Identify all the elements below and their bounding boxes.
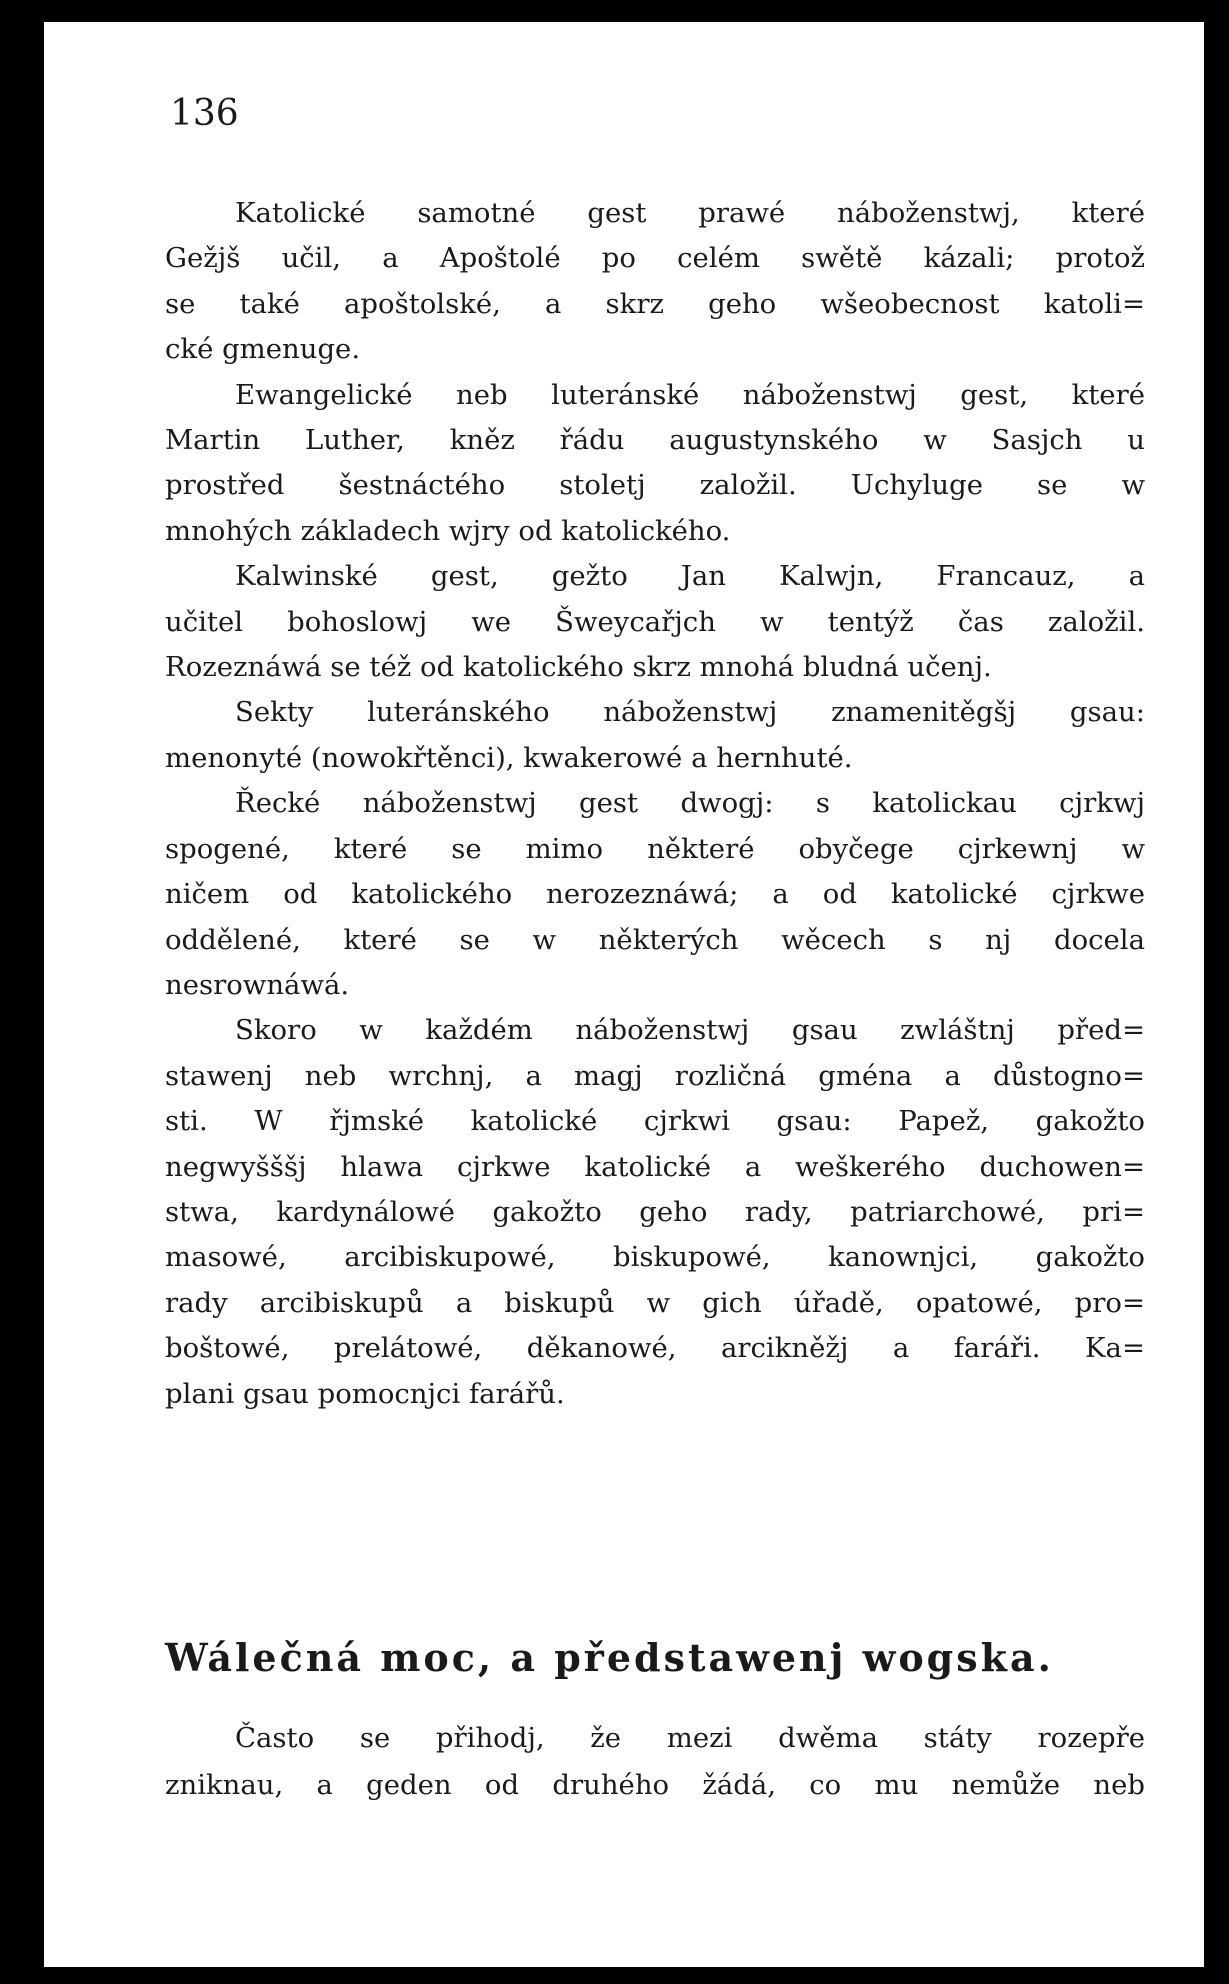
text-line: nesrownáwá. — [165, 968, 350, 1001]
text-line: ničem od katolického nerozeznáwá; a od katolické cjrkwe — [165, 878, 1145, 911]
text-line: rady arcibiskupů a biskupů w gich úřadě, opatowé, pro= — [165, 1286, 1145, 1319]
text-line: prostřed šestnáctého stoletj založil. Uchyluge se w — [165, 469, 1145, 502]
text-line: spogené, které se mimo některé obyčege cjrkewnj w — [165, 832, 1145, 865]
book-page — [44, 22, 1204, 1967]
text-line: učitel bohoslowj we Šweycařjch w tentýž čas založil. — [165, 605, 1145, 638]
text-line: masowé, arcibiskupowé, biskupowé, kanownjci, gakožto — [165, 1241, 1145, 1274]
text-line: Sekty luteránského náboženstwj znamenitěgšj gsau: — [235, 696, 1145, 729]
text-line: Skoro w každém náboženstwj gsau zwláštnj před= — [235, 1014, 1145, 1047]
body-text — [165, 191, 1145, 1417]
text-line: Rozeznáwá se též od katolického skrz mnohá bludná učenj. — [165, 651, 992, 684]
text-line: plani gsau pomocnjci farářů. — [165, 1377, 565, 1410]
text-line: zniknau, a geden od druhého žádá, co mu nemůže neb — [165, 1769, 1145, 1801]
text-line: Gežjš učil, a Apoštolé po celém swětě kázali; protož — [165, 242, 1145, 275]
text-line: Ewangelické neb luteránské náboženstwj gest, které — [235, 378, 1145, 411]
text-line: stwa, kardynálowé gakožto geho rady, patriarchowé, pri= — [165, 1195, 1145, 1228]
text-line: Kalwinské gest, gežto Jan Kalwjn, Francauz, a — [235, 560, 1145, 593]
text-line: oddělené, které se w některých wěcech s nj docela — [165, 923, 1145, 956]
text-line: stawenj neb wrchnj, a magj rozličná gména a důstogno= — [165, 1059, 1145, 1092]
text-line: cké gmenuge. — [165, 333, 361, 366]
text-line: Katolické samotné gest prawé náboženstwj, které — [235, 197, 1145, 229]
text-line: Často se přihodj, že mezi dwěma státy rozepře — [235, 1722, 1145, 1754]
section-heading: Wálečná moc, a předstawenj wogska. — [165, 1635, 1054, 1680]
text-line: boštowé, prelátowé, děkanowé, arcikněžj a faráři. Ka= — [165, 1332, 1145, 1365]
closing-text — [165, 1715, 1145, 1809]
page-number: 136 — [170, 93, 239, 134]
text-line: negwyšššj hlawa cjrkwe katolické a weškerého duchowen= — [165, 1150, 1145, 1183]
text-line: Řecké náboženstwj gest dwogj: s katolickau cjrkwj — [235, 787, 1145, 820]
text-line: sti. W řjmské katolické cjrkwi gsau: Papež, gakožto — [165, 1105, 1145, 1138]
text-line: se také apoštolské, a skrz geho wšeobecnost katoli= — [165, 287, 1145, 320]
text-line: Martin Luther, kněz řádu augustynského w Sasjch u — [165, 424, 1145, 457]
text-line: mnohých základech wjry od katolického. — [165, 514, 731, 547]
text-line: menonyté (nowokřtěnci), kwakerowé a hernhuté. — [165, 741, 853, 774]
